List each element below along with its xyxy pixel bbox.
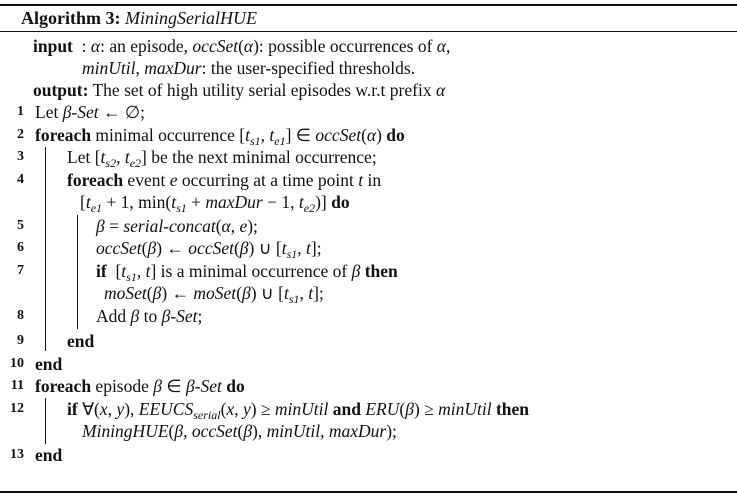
math-term: β-Set: [185, 376, 222, 396]
math-term: α: [366, 125, 377, 145]
algorithm-line: [35, 375, 245, 397]
text: ∈: [161, 376, 186, 396]
math-term: EEUCS: [138, 399, 194, 419]
keyword: foreach: [67, 170, 124, 190]
text: (: [141, 238, 148, 258]
math-term: minUtil: [438, 399, 492, 419]
math-term: minUtil: [266, 421, 321, 441]
text: ,: [297, 238, 307, 258]
algorithm-line: [35, 101, 145, 123]
math-term: ERU: [365, 399, 400, 419]
math-term: s1: [126, 270, 137, 284]
text: )]: [315, 192, 332, 212]
math-term: β: [96, 216, 105, 236]
keyword: if: [96, 261, 107, 281]
algorithm-line: [35, 444, 62, 466]
line-number: 11: [10, 378, 24, 393]
keyword: foreach: [35, 125, 92, 145]
keyword: then: [495, 399, 530, 419]
math-term: β: [351, 261, 361, 281]
text: (: [361, 125, 367, 145]
algorithm-line: [82, 57, 415, 79]
text: to: [139, 306, 162, 326]
keyword: do: [226, 376, 245, 396]
math-term: β: [152, 283, 162, 303]
math-term: e2: [129, 156, 142, 170]
keyword: foreach: [35, 376, 92, 396]
math-term: β: [130, 306, 140, 326]
algorithm-line: [67, 398, 529, 420]
text: ) ∪ [: [248, 238, 282, 258]
text: ];: [313, 283, 324, 303]
text: ] ∈: [285, 125, 316, 145]
math-term: e1: [274, 134, 286, 148]
text: ) ←: [156, 238, 189, 258]
text: );: [386, 421, 397, 441]
text: Add: [96, 306, 131, 326]
text: ,: [116, 147, 125, 167]
text: minimal occurrence [: [91, 125, 246, 145]
text: The set of high utility serial episodes w.r.t prefix: [88, 80, 436, 100]
algorithm-line: [67, 330, 94, 352]
text: (: [236, 283, 243, 303]
block-bar-loop1: [45, 147, 46, 351]
algorithm-line: [67, 146, 377, 168]
math-term: occSet: [96, 238, 142, 258]
math-term: serial: [193, 408, 221, 422]
keyword: if: [67, 399, 78, 419]
algorithm-label: Algorithm 3:: [21, 8, 121, 28]
text: ) ←: [161, 283, 194, 303]
math-term: t: [283, 283, 289, 303]
text: ,: [445, 36, 451, 56]
text: episode: [91, 376, 154, 396]
math-term: t: [145, 261, 151, 281]
text: ),: [252, 421, 267, 441]
keyword: output:: [33, 80, 89, 100]
line-number: 6: [17, 240, 24, 255]
math-term: s2: [105, 156, 117, 170]
text: [: [80, 192, 86, 212]
algorithm-title: [21, 6, 257, 30]
math-term: e: [239, 216, 248, 236]
math-term: t: [121, 261, 127, 281]
text: ] be the next minimal occurrence;: [141, 147, 377, 167]
math-term: t: [245, 125, 250, 145]
line-number: 13: [10, 447, 24, 462]
math-term: β: [242, 283, 251, 303]
keyword: end: [67, 331, 95, 351]
math-term: maxDur: [144, 58, 202, 78]
title-rule: [0, 31, 737, 32]
math-term: occSet: [188, 238, 234, 258]
text: ,: [183, 421, 192, 441]
math-term: α: [90, 36, 101, 56]
math-term: β: [174, 421, 184, 441]
text: ,: [234, 399, 243, 419]
text: ];: [310, 238, 322, 258]
math-term: t: [358, 170, 364, 190]
algorithm-line: [35, 124, 405, 146]
text: ,: [135, 58, 145, 78]
math-term: MiningHUE: [82, 421, 169, 441]
math-term: y: [116, 399, 125, 419]
keyword: do: [386, 125, 405, 145]
bottom-rule: [0, 491, 737, 493]
algorithm-line: [35, 353, 62, 375]
line-number: 4: [17, 172, 24, 187]
text: ,: [299, 283, 309, 303]
text: +: [186, 192, 206, 212]
line-number: 12: [10, 401, 24, 416]
block-bar-loop2: [77, 215, 78, 329]
line-number: 1: [17, 104, 24, 119]
math-term: β-Set: [161, 306, 198, 326]
math-term: t: [85, 192, 91, 212]
algorithm-line: [96, 260, 398, 282]
keyword: and: [332, 399, 361, 419]
math-term: occSet: [192, 36, 239, 56]
line-number: 5: [17, 218, 24, 233]
keyword: end: [35, 445, 63, 465]
line-number: 8: [17, 308, 24, 323]
math-term: serial-concat: [123, 216, 216, 236]
text: :: [72, 36, 91, 56]
math-term: t: [281, 238, 287, 258]
text: ;: [197, 306, 203, 326]
text: event: [123, 170, 170, 190]
text: ,: [260, 125, 270, 145]
math-term: β: [405, 399, 414, 419]
algorithm-line: [67, 169, 381, 191]
math-term: minUtil: [82, 58, 136, 78]
math-term: α: [221, 216, 231, 236]
text: : the user-specified thresholds.: [201, 58, 416, 78]
math-term: α: [435, 80, 446, 100]
text: [: [106, 261, 122, 281]
text: (: [168, 421, 175, 441]
math-term: β-Set: [62, 102, 99, 122]
math-term: t: [100, 147, 106, 167]
text: ) ∪ [: [250, 283, 284, 303]
text: (: [238, 36, 244, 56]
line-number: 10: [10, 356, 24, 371]
text: ← ∅;: [98, 102, 145, 122]
math-term: t: [269, 125, 275, 145]
math-term: e2: [303, 201, 316, 215]
math-term: x: [226, 399, 235, 419]
text: − 1,: [262, 192, 299, 212]
text: ,: [107, 399, 117, 419]
text: ) ≥: [250, 399, 275, 419]
text: Let: [35, 102, 63, 122]
math-term: minUtil: [274, 399, 329, 419]
keyword: do: [331, 192, 350, 212]
text: : an episode,: [100, 36, 193, 56]
math-term: β: [239, 238, 249, 258]
math-term: s1: [286, 247, 298, 261]
math-term: s1: [288, 292, 300, 306]
math-term: t: [308, 283, 314, 303]
text: (: [399, 399, 406, 419]
math-term: e1: [90, 201, 103, 215]
line-number: 2: [17, 127, 24, 142]
text: (: [233, 238, 240, 258]
math-term: y: [242, 399, 251, 419]
algorithm-line: [82, 420, 397, 442]
math-term: x: [99, 399, 108, 419]
math-term: β: [243, 421, 253, 441]
algorithm-line: [80, 191, 350, 213]
math-term: s1: [249, 134, 261, 148]
text: (: [220, 399, 227, 419]
text: ∀(: [77, 399, 100, 419]
line-number: 7: [17, 263, 24, 278]
keyword: end: [35, 354, 63, 374]
line-number: 9: [17, 333, 24, 348]
text: occurring at a time point: [177, 170, 359, 190]
math-term: β: [153, 376, 162, 396]
text: );: [247, 216, 258, 236]
text: ,: [320, 421, 329, 441]
text: ,: [230, 216, 240, 236]
math-term: t: [306, 238, 311, 258]
algorithm-line: [33, 79, 445, 101]
math-term: t: [124, 147, 130, 167]
algorithm-line: [96, 237, 322, 259]
text: Let [: [67, 147, 101, 167]
math-term: t: [171, 192, 177, 212]
text: ),: [124, 399, 139, 419]
keyword: then: [364, 261, 398, 281]
math-term: t: [298, 192, 304, 212]
text: ,: [136, 261, 146, 281]
math-term: e: [169, 170, 178, 190]
text: ] is a minimal occurrence of: [150, 261, 352, 281]
text: =: [104, 216, 124, 236]
math-term: moSet: [193, 283, 237, 303]
text: ): possible occurrences of: [253, 36, 437, 56]
text: (: [237, 421, 244, 441]
algorithm-line: [96, 215, 258, 237]
line-number: 3: [17, 149, 24, 164]
math-term: α: [243, 36, 254, 56]
math-term: moSet: [104, 283, 147, 303]
text: + 1, min(: [102, 192, 172, 212]
text: (: [146, 283, 153, 303]
text: in: [363, 170, 382, 190]
math-term: s1: [176, 201, 187, 215]
algorithm-name: MiningSerialHUE: [124, 8, 257, 28]
math-term: occSet: [191, 421, 238, 441]
algorithm-line: [33, 35, 450, 57]
algorithm-line: [104, 282, 324, 304]
keyword: input: [33, 36, 73, 56]
algorithm-line: [96, 305, 202, 327]
math-term: α: [436, 36, 446, 56]
math-term: β: [147, 238, 157, 258]
text: ) ≥: [413, 399, 439, 419]
text: ): [376, 125, 387, 145]
math-term: maxDur: [328, 421, 387, 441]
math-term: occSet: [315, 125, 362, 145]
block-bar-loop3: [45, 398, 46, 444]
text: (: [215, 216, 222, 236]
math-term: maxDur: [205, 192, 263, 212]
